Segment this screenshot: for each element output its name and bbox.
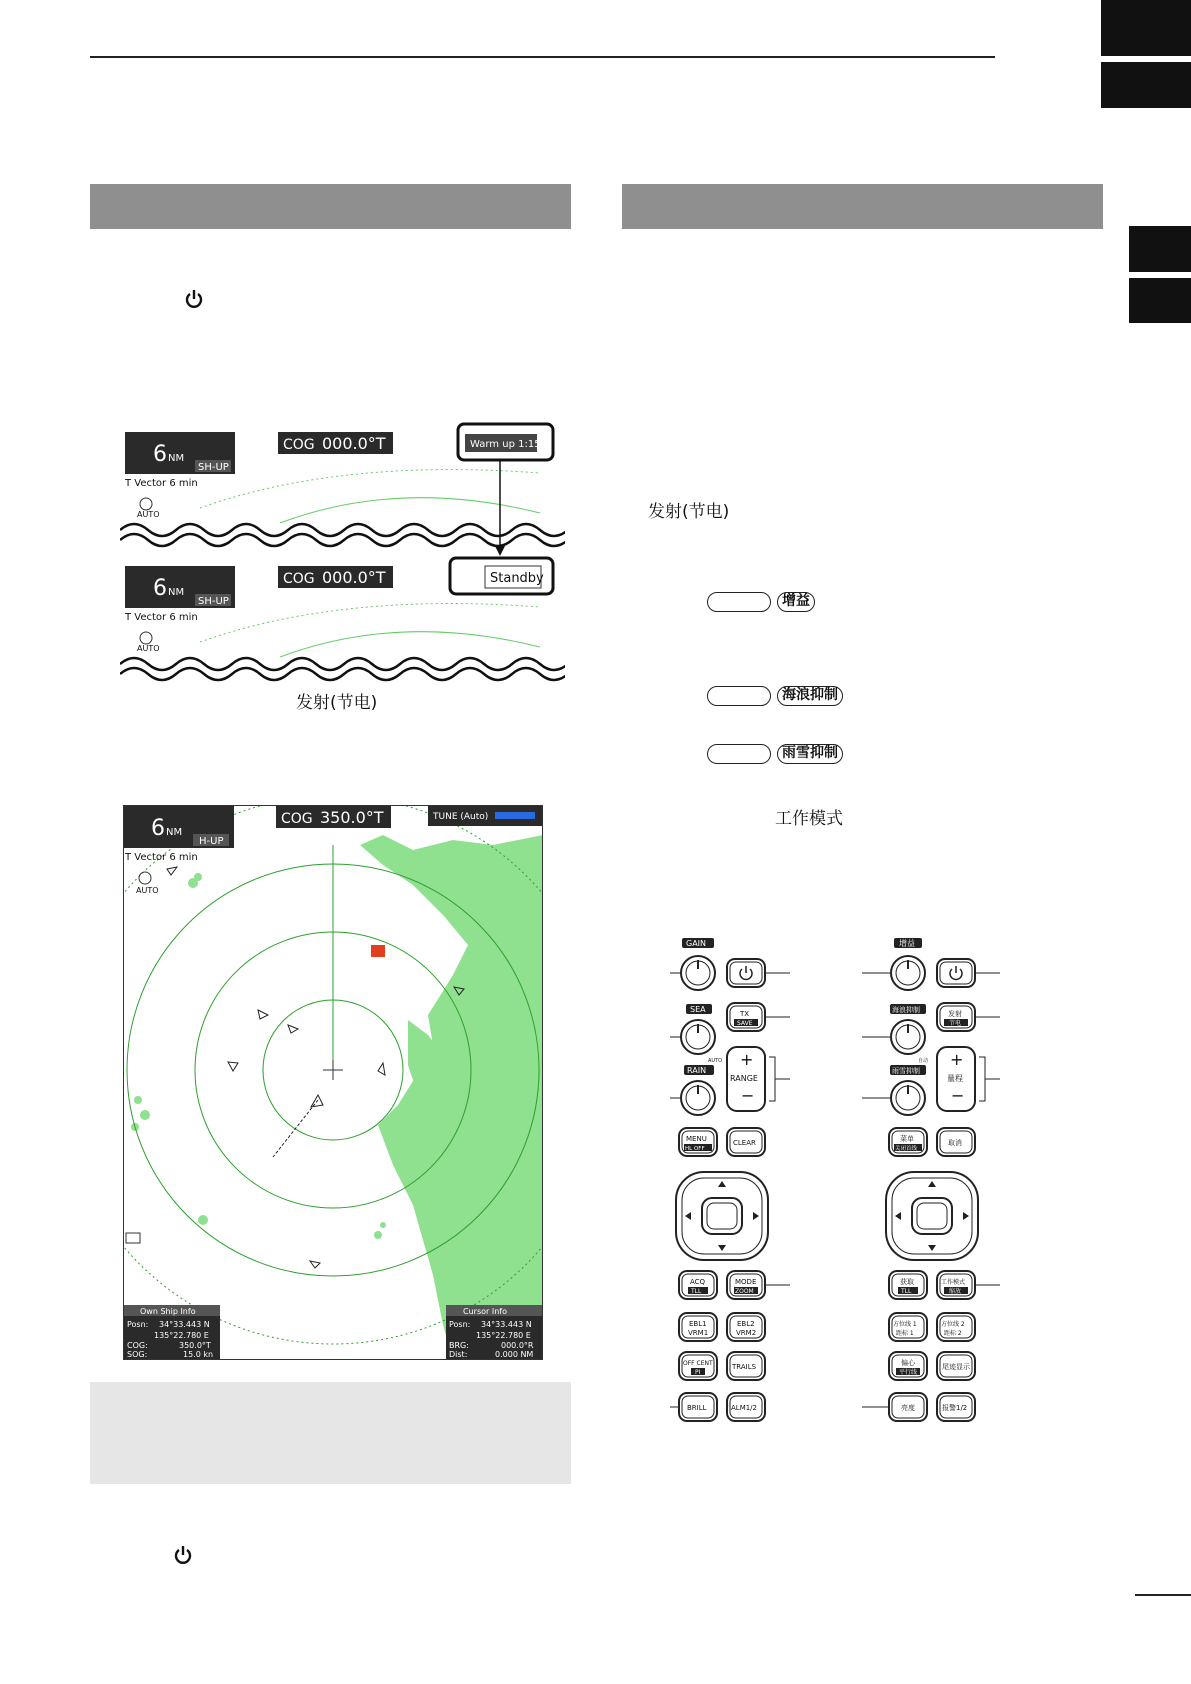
range-plus-label: + — [950, 1050, 964, 1069]
dist-value: 0.000 NM — [495, 1350, 534, 1359]
range-key-label: 量程 — [947, 1074, 963, 1083]
cog-value: 350.0°T — [320, 808, 384, 827]
brill-key-label: 亮度 — [901, 1404, 915, 1412]
section-heading-right — [622, 184, 1103, 229]
auto-label: AUTO — [137, 644, 160, 653]
clear-key-label: CLEAR — [733, 1139, 756, 1147]
own-posn-label: Posn: — [127, 1320, 149, 1329]
header-rule — [90, 56, 995, 58]
trails-key-label: 尾迹显示 — [942, 1363, 970, 1371]
gain-knob — [681, 956, 715, 990]
gain-knob-label: GAIN — [686, 939, 707, 948]
brg-label: BRG: — [449, 1341, 469, 1350]
panel-english — [670, 938, 790, 1421]
vector-label: T Vector 6 min — [125, 852, 198, 863]
off-cent-key-label: OFF CENT — [683, 1360, 713, 1367]
sea-knob-label: SEA — [690, 1005, 706, 1014]
vrm1-key-label: 距标 1 — [896, 1330, 914, 1337]
tll-key-label: TLL — [901, 1288, 912, 1295]
cursor-lon: 135°22.780 E — [476, 1331, 531, 1340]
rain-knob-label: RAIN — [687, 1066, 707, 1075]
cursor-lat: 34°33.443 N — [481, 1320, 532, 1329]
zoom-key-label: ZOOM — [735, 1288, 754, 1295]
gain-knob-label: 增益 — [899, 939, 915, 948]
sea-auto-label: AUTO — [708, 1058, 723, 1064]
standby-status: Standby — [490, 571, 544, 586]
off-cent-key-label: 偏心 — [901, 1359, 915, 1367]
power-icon — [183, 288, 205, 310]
own-lat: 34°33.443 N — [159, 1320, 210, 1329]
cursor-title: Cursor Info — [463, 1307, 507, 1316]
control-panels-figure — [670, 935, 1030, 1435]
sea-auto-label: 自动 — [918, 1058, 929, 1064]
ebl1-key-label: 方位线 1 — [893, 1321, 917, 1328]
save-key-label: SAVE — [737, 1020, 753, 1027]
range-minus-label: − — [951, 1086, 965, 1105]
tune-label: TUNE (Auto) — [433, 812, 489, 822]
chapter-tab-1 — [1101, 0, 1191, 56]
acq-key-label: ACQ — [690, 1278, 706, 1286]
gain-blank-chip — [707, 592, 771, 612]
pi-key-label: PI — [695, 1369, 701, 1376]
ebl2-key-label: 方位线 2 — [941, 1321, 965, 1328]
tll-key-label: TLL — [691, 1288, 702, 1295]
cursor-posn-label: Posn: — [449, 1320, 471, 1329]
sea-knob — [681, 1020, 715, 1054]
orientation-mode: SH-UP — [198, 596, 229, 607]
cog-value: 000.0°T — [322, 568, 386, 587]
tx-save-caption-left: 发射(节电) — [296, 693, 378, 713]
mode-key-label: MODE — [735, 1278, 757, 1286]
pi-key-label: 平行线 — [899, 1369, 918, 1376]
cursor-pad — [886, 1172, 978, 1260]
cog-label: COG — [281, 811, 313, 827]
note-box — [90, 1382, 571, 1484]
vector-label: T Vector 6 min — [125, 478, 198, 489]
page-number-rule — [1135, 1594, 1191, 1596]
range-unit: NM — [166, 827, 183, 838]
auto-label: AUTO — [137, 510, 160, 519]
range-value: 6 — [153, 576, 167, 601]
rain-knob — [891, 1081, 925, 1115]
tx-key-label: TX — [740, 1010, 750, 1018]
rain-blank-chip — [707, 744, 771, 764]
hl-off-key-label: 关闭首线 — [895, 1146, 918, 1152]
range-key-label: RANGE — [730, 1074, 758, 1083]
own-ship-title: Own Ship Info — [140, 1307, 196, 1316]
rain-chip: 雨雪抑制 — [777, 744, 843, 764]
ebl1-key-label: EBL1 — [689, 1320, 707, 1328]
zoom-key-label: 缩放 — [949, 1288, 962, 1295]
power-icon — [172, 1544, 194, 1566]
standby-screen — [120, 558, 565, 680]
range-value: 6 — [153, 442, 167, 467]
range-value: 6 — [151, 816, 165, 841]
sea-knob — [891, 1020, 925, 1054]
section-tab-1 — [1129, 226, 1191, 272]
dist-label: Dist: — [449, 1350, 468, 1359]
tx-save-caption-right: 发射(节电) — [648, 502, 730, 522]
sea-chip: 海浪抑制 — [777, 686, 843, 706]
mode-label: 工作模式 — [775, 809, 843, 829]
hl-off-key-label: HL OFF — [685, 1146, 705, 1152]
rain-knob — [681, 1081, 715, 1115]
vrm2-key-label: VRM2 — [736, 1329, 757, 1337]
alm-key-label: 报警1/2 — [942, 1404, 968, 1412]
brg-value: 000.0°R — [501, 1341, 534, 1350]
gain-chip: 增益 — [777, 592, 815, 612]
orientation-mode: H-UP — [199, 836, 224, 847]
vector-label: T Vector 6 min — [125, 612, 198, 623]
menu-key-label: MENU — [686, 1135, 707, 1143]
brill-key-label: BRILL — [687, 1404, 707, 1412]
cog-label-2: COG: — [127, 1341, 148, 1350]
warmup-screen — [120, 424, 565, 546]
auto-label: AUTO — [136, 886, 159, 895]
range-plus-label: + — [740, 1050, 754, 1069]
section-tab-2 — [1129, 278, 1191, 323]
alm-key-label: ALM1/2 — [731, 1404, 757, 1412]
section-heading-left — [90, 184, 571, 229]
warmup-status: Warm up 1:15 — [470, 439, 541, 450]
range-unit: NM — [168, 453, 185, 464]
vrm2-key-label: 距标 2 — [944, 1330, 962, 1337]
orientation-mode: SH-UP — [198, 462, 229, 473]
rain-knob-label: 雨雪抑制 — [892, 1067, 920, 1075]
own-lon: 135°22.780 E — [154, 1331, 209, 1340]
tx-key-label: 发射 — [948, 1010, 962, 1018]
chapter-tab-2 — [1101, 62, 1191, 108]
acq-key-label: 获取 — [900, 1278, 914, 1286]
sog-label: SOG: — [127, 1350, 148, 1359]
panel-chinese — [862, 938, 1000, 1421]
range-unit: NM — [168, 587, 185, 598]
clear-key-label: 取消 — [948, 1139, 962, 1147]
ebl2-key-label: EBL2 — [737, 1320, 755, 1328]
warmup-standby-figure — [120, 418, 565, 688]
cog-label: COG — [283, 437, 315, 453]
cog-value-2: 350.0°T — [179, 1341, 211, 1350]
sea-knob-label: 海浪抑制 — [892, 1006, 920, 1014]
range-minus-label: − — [741, 1086, 755, 1105]
mode-key-label: 工作模式 — [941, 1279, 966, 1286]
vrm1-key-label: VRM1 — [688, 1329, 709, 1337]
radar-display — [123, 805, 543, 1360]
trails-key-label: TRAILS — [732, 1363, 757, 1371]
cog-value: 000.0°T — [322, 434, 386, 453]
save-key-label: 节电 — [949, 1020, 962, 1027]
cursor-pad — [676, 1172, 768, 1260]
cog-label: COG — [283, 571, 315, 587]
sea-blank-chip — [707, 686, 771, 706]
sog-value: 15.0 kn — [183, 1350, 214, 1359]
menu-key-label: 菜单 — [900, 1135, 914, 1143]
gain-knob — [891, 956, 925, 990]
